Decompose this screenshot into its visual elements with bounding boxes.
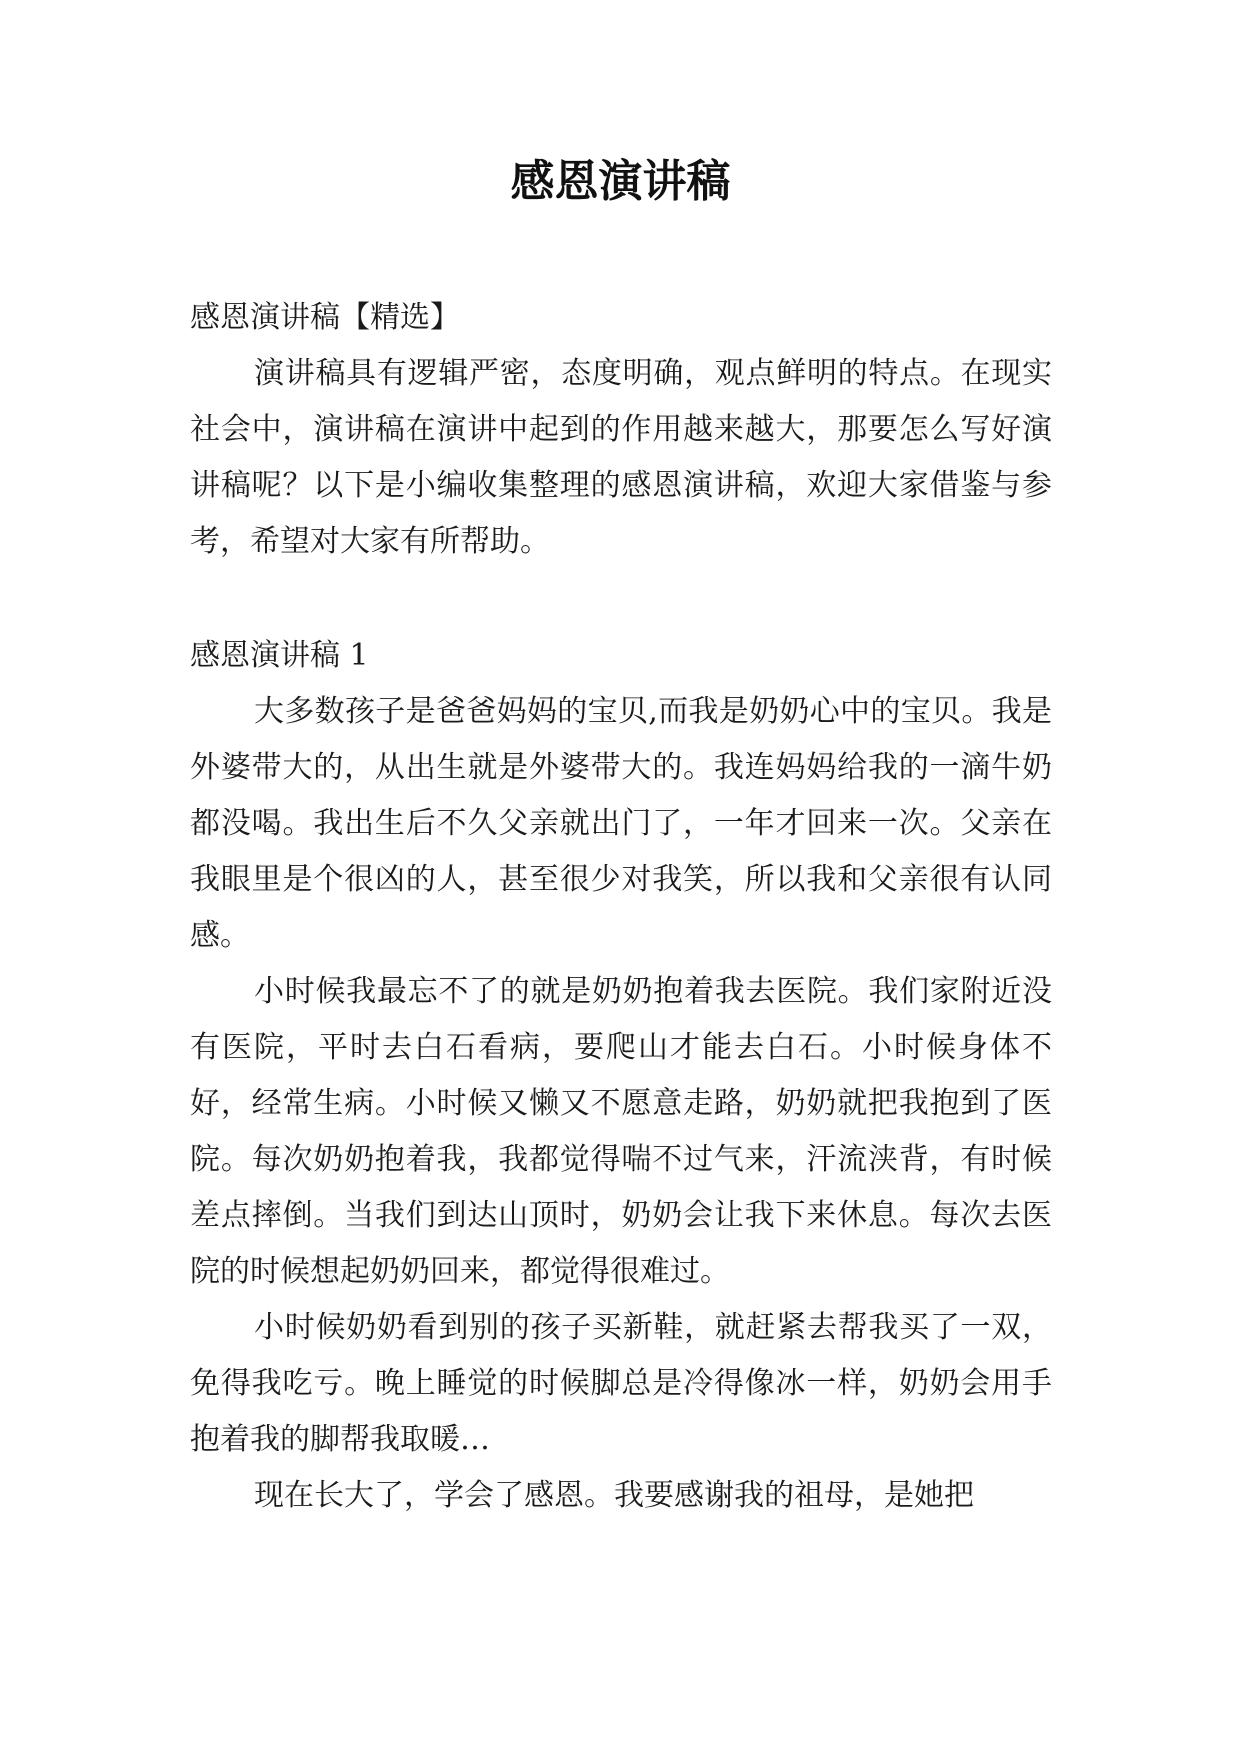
document-body	[190, 290, 1052, 1524]
document-title: 感恩演讲稿	[510, 156, 731, 207]
body-paragraph: 小时候奶奶看到别的孩子买新鞋，就赶紧去帮我买了一双，免得我吃亏。晚上睡觉的时候脚总是冷得像冰一样，奶奶会用手抱着我的脚帮我取暖…	[190, 1310, 1052, 1457]
body-paragraph: 大多数孩子是爸爸妈妈的宝贝,而我是奶奶心中的宝贝。我是外婆带大的，从出生就是外婆带大的。我连妈妈给我的一滴牛奶都没喝。我出生后不久父亲就出门了，一年才回来一次。父亲在我眼里是个很凶的人，甚至很少对我笑，所以我和父亲很有认同感。	[190, 694, 1052, 953]
body-paragraph: 现在长大了，学会了感恩。我要感谢我的祖母，是她把	[254, 1478, 974, 1513]
intro-paragraph: 演讲稿具有逻辑严密，态度明确，观点鲜明的特点。在现实社会中，演讲稿在演讲中起到的作用越来越大，那要怎么写好演讲稿呢？以下是小编收集整理的感恩演讲稿，欢迎大家借鉴与参考，希望对大家有所帮助。	[190, 356, 1052, 559]
section-heading: 感恩演讲稿 1	[190, 638, 369, 673]
body-paragraph: 小时候我最忘不了的就是奶奶抱着我去医院。我们家附近没有医院，平时去白石看病，要爬山才能去白石。小时候身体不好，经常生病。小时候又懒又不愿意走路，奶奶就把我抱到了医院。每次奶奶抱着我，我都觉得喘不过气来，汗流浃背，有时候差点摔倒。当我们到达山顶时，奶奶会让我下来休息。每次去医院的时候想起奶奶回来，都觉得很难过。	[190, 974, 1052, 1289]
intro-heading: 感恩演讲稿【精选】	[190, 300, 460, 335]
section-spacer	[190, 570, 1052, 628]
